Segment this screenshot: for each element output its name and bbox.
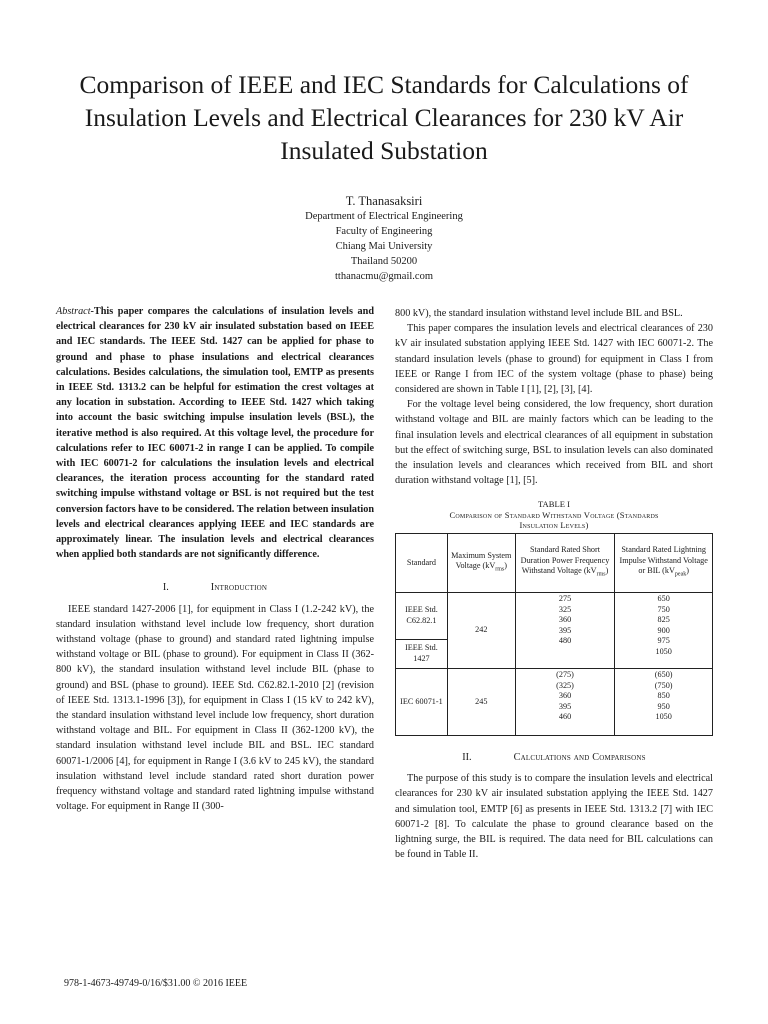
cell-max-voltage: 245	[447, 668, 515, 735]
header-lightning: Standard Rated Lightning Impulse Withstand Voltage or BIL $(kV_{peak})$	[615, 533, 713, 592]
right-column	[395, 306, 713, 862]
cell-short-duration-values: 275 325 360 395 480	[515, 592, 615, 668]
cell-standard: IEEE Std. C62.82.1	[396, 592, 448, 639]
copyright-footer: 978-1-4673-49749-0/16/$31.00 © 2016 IEEE	[64, 978, 248, 989]
intro-paragraph-2: This paper compares the insulation levels and electrical clearances of 230 kV air insulated substation applying IEEE Std. 1427 with IEC 60071-2. The standard insulation levels (phase to ground) for equipment in Class I from IEEE or Range I from IEC of the system voltage (phase to phase) being considered are shown in Table I [1], [2], [3], [4].	[395, 323, 713, 396]
header-standard: Standard	[396, 533, 448, 592]
cell-bil-values: 650 750 825 900 975 1050	[615, 592, 713, 668]
section-title: Calculations and Comparisons	[513, 751, 646, 763]
abstract-label: Abstract	[56, 306, 91, 317]
standards-table	[395, 533, 713, 736]
cell-short-duration-values: (275) (325) 360 395 460	[515, 668, 615, 735]
affiliation-country: Thailand 50200	[350, 256, 418, 267]
author-block	[184, 193, 584, 284]
section-heading-introduction	[56, 580, 374, 595]
header-short-duration: Standard Rated Short Duration Power Frequency Withstand Voltage $(kV_{rms})$	[515, 533, 615, 592]
header-max-voltage: Maximum System Voltage $(kV_{rms})$	[447, 533, 515, 592]
intro-paragraph: IEEE standard 1427-2006 [1], for equipment in Class I (1.2-242 kV), the standard insulation withstand level include low frequency, short duration withstand voltage (phase to ground) and standard rated lightning impulse withstand voltage or BIL (phase to ground). For equipment in Class II (362-800 kV), the standard insulation withstand level include BIL (phase to ground) and BSL (phase to ground). IEEE Std. C62.82.1-2010 [2] (revision of IEEE Std. 1313.1-1996 [3]), for equipment in Class I (15 kV to 242 kV), the standard insulation withstand level include low frequency, short duration withstand voltage and BIL. For equipment in Class II (362-1200 kV), the standard insulation withstand level include BIL and BSL. IEC standard 60071-1/2006 [4], for equipment in Range I (3.6 kV to 245 kV), the standard insulation withstand level include standard rated short duration power frequency withstand voltage and standard rated lightning impulse withstand voltage. For equipment in Range II (300-	[56, 603, 374, 813]
abstract-text: -This paper compares the calculations of insulation levels and electrical clearances for 230 kV air insulated substation based on IEEE and IEC standards. The IEEE Std. 1427 can be applied for phase to ground and phase to phase insulations and electrical clearances calculations. Besides calculations, the simulation tool, EMTP as presents in IEEE Std. 1313.2 can be helpful for estimation the crest voltages at any location in substation. According to IEEE Std. 1427 which taking into account the basic switching impulse insulation levels (BSL), the iterative method is also required. At this voltage level, the procedure for calculations refer to IEC 60071-2 in range I can be applied. To compile with IEC 60071-2 for calculations the insulation levels and electrical clearances, the iteration process accounting for the standard rated switching impulse withstand voltage or BSL is not required but the test conversion factors have to be considered. The relation between insulation levels and electrical clearances applying IEEE and IEC standards are approximately linear. The insulation levels and electrical clearances when applied both standards are not significantly difference.	[56, 306, 374, 561]
author-name: T. Thanasaksiri	[345, 194, 423, 208]
intro-paragraph-3: For the voltage level being considered, the low frequency, short duration withstand voltage and BIL are mainly factors which can be leading to the final insulation levels and electrical clearances of all equipment in substation but the effect of switching surge, BSL to insulation levels can also dominated the insulation levels and clearances which received from BIL and short duration withstand voltage [1], [5].	[395, 399, 713, 487]
cell-standard: IEEE Std. 1427	[396, 639, 448, 668]
table-header-row	[396, 533, 713, 592]
section-number: I.	[162, 582, 169, 594]
section-number: II.	[462, 751, 472, 763]
cell-bil-values: (650) (750) 850 950 1050	[615, 668, 713, 735]
paper-title: Comparison of IEEE and IEC Standards for Calculations of Insulation Levels and Electrical Clearances for 230 kV Air Insulated Substation	[79, 70, 689, 165]
left-column	[56, 304, 374, 815]
affiliation-university: Chiang Mai University	[335, 241, 433, 252]
author-email: tthanacmu@gmail.com	[334, 271, 434, 282]
cell-max-voltage: 242	[447, 592, 515, 668]
table-label: TABLE I	[537, 499, 570, 510]
table-caption-line1: Comparison of Standard Withstand Voltage (Standards	[449, 509, 659, 520]
cell-standard: IEC 60071-1	[396, 668, 448, 735]
affiliation-faculty: Faculty of Engineering	[335, 226, 433, 237]
table-row	[396, 592, 713, 639]
affiliation-department: Department of Electrical Engineering	[305, 211, 463, 222]
table-caption-line2: Insulation Levels)	[519, 520, 589, 531]
intro-continuation: 800 kV), the standard insulation withstand level include BIL and BSL.	[395, 308, 683, 319]
section-title: Introduction	[210, 582, 268, 594]
section-heading-calculations	[395, 750, 713, 765]
table-row	[396, 668, 713, 735]
calculations-paragraph: The purpose of this study is to compare the insulation levels and electrical clearances for 230 kV air insulated substation applying the IEEE Std. 1427 and simulation tool, EMTP [6] as presents in IEEE Std. 1313.2 [7] with IEC 60071-2 [8]. To calculate the phase to ground clearance based on the lightning surge, the BIL is required. The data need for BIL calculations can be found in Table II.	[395, 773, 713, 861]
abstract	[56, 304, 374, 562]
table-block	[395, 499, 713, 736]
